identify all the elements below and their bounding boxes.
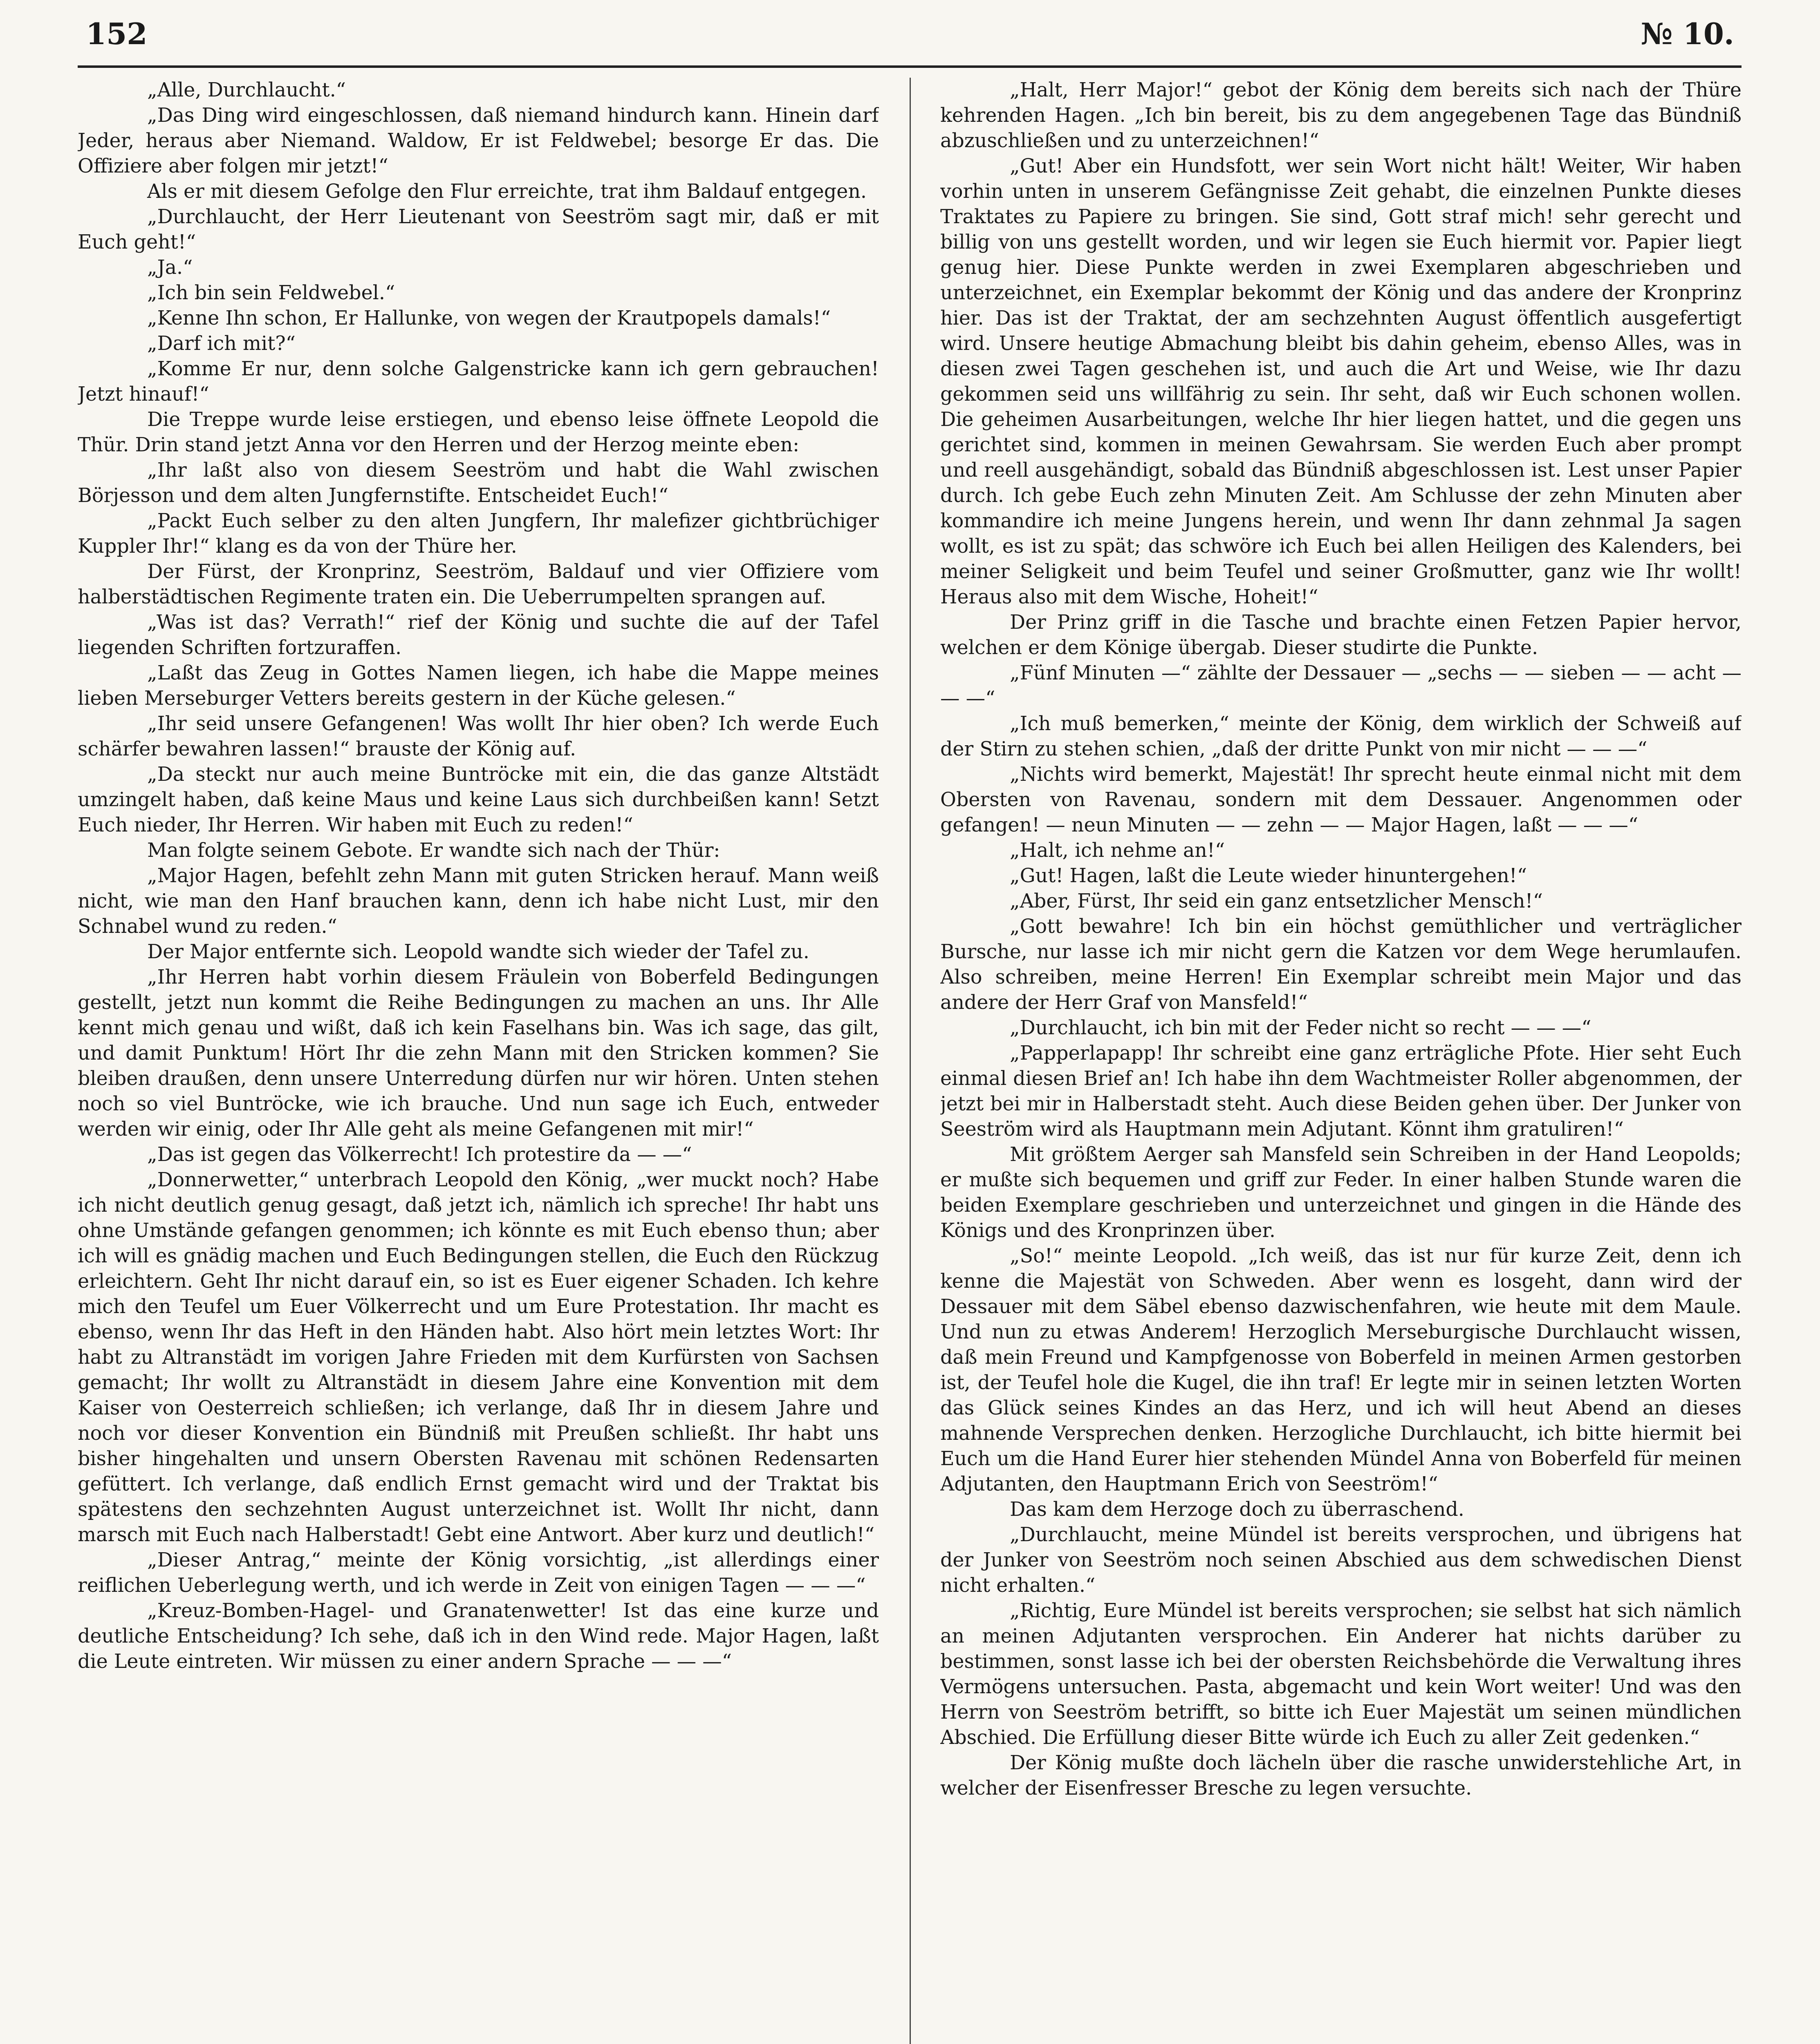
paragraph: „Da steckt nur auch meine Buntröcke mit ein, die das ganze Altstädt umzingelt haben, daß keine Maus und keine Laus sich durchbeißen kann! Setzt Euch nieder, Ihr Herren. Wir haben mit Euch zu reden!“: [78, 763, 879, 836]
paragraph: Mit größtem Aerger sah Mansfeld sein Schreiben in der Hand Leopolds; er mußte sich bequemen und griff zur Feder. In einer halben Stunde waren die beiden Exemplare geschrieben und unterzeichnet und gingen in die Hände des Königs und des Kronprinzen über.: [940, 1143, 1742, 1242]
paragraph: „Halt, ich nehme an!“: [1010, 839, 1225, 862]
paragraph: „Das Ding wird eingeschlossen, daß niemand hindurch kann. Hinein darf Jeder, heraus aber Niemand. Waldow, Er ist Feldwebel; besorge Er das. Die Offiziere aber folgen mir jetzt!“: [78, 104, 879, 177]
paragraph: „Papperlapapp! Ihr schreibt eine ganz erträgliche Pfote. Hier seht Euch einmal diesen Brief an! Ich habe ihn dem Wachtmeister Roller abgenommen, der jetzt bei mir in Halberstadt steht. Auch diese Beiden gehen über. Der Junker von Seeström wird als Hauptmann mein Adjutant. Könnt ihm gratuliren!“: [940, 1042, 1742, 1141]
paragraph: „Ich bin sein Feldwebel.“: [147, 282, 395, 304]
paragraph: „Was ist das? Verrath!“ rief der König und suchte die auf der Tafel liegenden Schriften fortzuraffen.: [78, 611, 879, 659]
paragraph: „Major Hagen, befehlt zehn Mann mit guten Stricken herauf. Mann weiß nicht, wie man den Hanf brauchen kann, denn ich habe nicht Lust, mir den Schnabel wund zu reden.“: [78, 865, 879, 938]
paragraph: „Komme Er nur, denn solche Galgenstricke kann ich gern gebrauchen! Jetzt hinauf!“: [78, 358, 879, 406]
paragraph: „Dieser Antrag,“ meinte der König vorsichtig, „ist allerdings einer reiflichen Ueberlegung werth, und ich werde in Zeit von einigen Tagen — — —“: [78, 1549, 879, 1597]
column-divider: [910, 78, 911, 2044]
paragraph: „Aber, Fürst, Ihr seid ein ganz entsetzlicher Mensch!“: [1010, 890, 1543, 912]
paragraph: „Halt, Herr Major!“ gebot der König dem bereits sich nach der Thüre kehrenden Hagen. „Ich bin bereit, bis zu dem angegebenen Tage das Bündniß abzuschließen und zu unterzeichnen!“: [940, 79, 1742, 152]
page-number: 152: [86, 16, 148, 51]
paragraph: „Ihr seid unsere Gefangenen! Was wollt Ihr hier oben? Ich werde Euch schärfer bewahren lassen!“ brauste der König auf.: [78, 713, 879, 760]
paragraph: „Das ist gegen das Völkerrecht! Ich protestire da — —“: [147, 1143, 692, 1166]
paragraph: „Ihr laßt also von diesem Seeström und habt die Wahl zwischen Börjesson und dem alten Jungfernstifte. Entscheidet Euch!“: [78, 459, 879, 507]
paragraph: Man folgte seinem Gebote. Er wandte sich nach der Thür:: [147, 839, 720, 862]
paragraph: Die Treppe wurde leise erstiegen, und ebenso leise öffnete Leopold die Thür. Drin stand jetzt Anna vor den Herren und der Herzog meinte eben:: [78, 408, 879, 456]
paragraph: „Alle, Durchlaucht.“: [147, 79, 346, 101]
paragraph: „Durchlaucht, der Herr Lieutenant von Seeström sagt mir, daß er mit Euch geht!“: [78, 206, 879, 253]
paragraph: „Laßt das Zeug in Gottes Namen liegen, ich habe die Mappe meines lieben Merseburger Vetters bereits gestern in der Küche gelesen.“: [78, 662, 879, 710]
paragraph: „Ja.“: [147, 256, 193, 279]
paragraph: „Darf ich mit?“: [147, 332, 296, 355]
paragraph: „Donnerwetter,“ unterbrach Leopold den König, „wer muckt noch? Habe ich nicht deutlich genug gesagt, daß jetzt ich, nämlich ich spreche! Ihr habt uns ohne Umstände gefangen genommen; ich könnte es mit Euch ebenso thun; aber ich will es gnädig machen und Euch Bedingungen stellen, die Euch den Rückzug erleichtern. Geht Ihr nicht darauf ein, so ist es Euer eigener Schaden. Ich kehre mich den Teufel um Euer Völkerrecht und um Eure Protestation. Ihr macht es ebenso, wenn Ihr das Heft in den Händen habt. Also hört mein letztes Wort: Ihr habt zu Altranstädt im vorigen Jahre Frieden mit dem Kurfürsten von Sachsen gemacht; Ihr wollt zu Altranstädt in diesem Jahre eine Konvention mit dem Kaiser von Oesterreich schließen; ich verlange, daß Ihr in diesem Jahre und noch vor dieser Konvention ein Bündniß mit Preußen schließt. Ihr habt uns bisher hingehalten und unsern Obersten Ravenau mit schönen Redensarten gefüttert. Ich verlange, daß endlich Ernst gemacht wird und der Traktat bis spätestens den sechzehnten August unterzeichnet ist. Wollt Ihr nicht, dann marsch mit Euch nach Halberstadt! Gebt eine Antwort. Aber kurz und deutlich!“: [78, 1169, 879, 1546]
paragraph: Der Prinz griff in die Tasche und brachte einen Fetzen Papier hervor, welchen er dem Könige übergab. Dieser studirte die Punkte.: [940, 611, 1742, 659]
right-column: [940, 78, 1742, 2044]
paragraph: „Richtig, Eure Mündel ist bereits versprochen; sie selbst hat sich nämlich an meinen Adjutanten versprochen. Ein Anderer hat nichts darüber zu bestimmen, sonst lasse ich bei der obersten Reichsbehörde die Verwaltung ihres Vermögens untersuchen. Pasta, abgemacht und kein Wort weiter! Und was den Herrn von Seeström betrifft, so bitte ich Euer Majestät um seinen mündlichen Abschied. Die Erfüllung dieser Bitte würde ich Euch zu aller Zeit gedenken.“: [940, 1600, 1742, 1749]
issue-number: № 10.: [1641, 16, 1734, 51]
left-column: [78, 78, 879, 2044]
paragraph: „So!“ meinte Leopold. „Ich weiß, das ist nur für kurze Zeit, denn ich kenne die Majestät von Schweden. Aber wenn es losgeht, dann wird der Dessauer mit dem Säbel ebenso dazwischenfahren, wie heute mit dem Maule. Und nun zu etwas Anderem! Herzoglich Merseburgische Durchlaucht wissen, daß mein Freund und Kampfgenosse von Boberfeld in meinen Armen gestorben ist, der Teufel hole die Kugel, die ihn traf! Er legte mir in seinen letzten Worten das Glück seines Kindes an das Herz, und ich will heut Abend an dieses mahnende Versprechen denken. Herzogliche Durchlaucht, ich bitte hiermit bei Euch um die Hand Eurer hier stehenden Mündel Anna von Boberfeld für meinen Adjutanten, den Hauptmann Erich von Seeström!“: [940, 1245, 1742, 1495]
paragraph: „Fünf Minuten —“ zählte der Dessauer — „sechs — — sieben — — acht — — —“: [940, 662, 1742, 710]
paragraph: „Ich muß bemerken,“ meinte der König, dem wirklich der Schweiß auf der Stirn zu stehen schien, „daß der dritte Punkt von mir nicht — — —“: [940, 713, 1742, 760]
paragraph: „Kreuz-Bomben-Hagel- und Granatenwetter! Ist das eine kurze und deutliche Entscheidung? Ich sehe, daß ich in den Wind rede. Major Hagen, laßt die Leute eintreten. Wir müssen zu einer andern Sprache — — —“: [78, 1600, 879, 1673]
paragraph: Der Fürst, der Kronprinz, Seeström, Baldauf und vier Offiziere vom halberstädtischen Regimente traten ein. Die Ueberrumpelten sprangen auf.: [78, 560, 879, 608]
paragraph: „Durchlaucht, meine Mündel ist bereits versprochen, und übrigens hat der Junker von Seeström noch seinen Abschied aus dem schwedischen Dienst nicht erhalten.“: [940, 1524, 1742, 1597]
paragraph: „Gut! Hagen, laßt die Leute wieder hinuntergehen!“: [1010, 865, 1527, 887]
paragraph: Das kam dem Herzoge doch zu überraschend.: [1010, 1498, 1464, 1521]
paragraph: Der Major entfernte sich. Leopold wandte sich wieder der Tafel zu.: [147, 941, 809, 963]
paragraph: „Gut! Aber ein Hundsfott, wer sein Wort nicht hält! Weiter, Wir haben vorhin unten in unserem Gefängnisse Zeit gehabt, die einzelnen Punkte dieses Traktates zu Papiere zu bringen. Sie sind, Gott straf mich! sehr gerecht und billig von uns gestellt worden, und wir legen sie Euch hiermit vor. Papier liegt genug hier. Diese Punkte werden in zwei Exemplaren abgeschrieben und unterzeichnet, ein Exemplar bekommt der König und das andere der Kronprinz hier. Das ist der Traktat, der am sechzehnten August öffentlich ausgefertigt wird. Unsere heutige Abmachung bleibt bis dahin geheim, ebenso Alles, was in diesen zwei Tagen geschehen ist, und auch die Art und Weise, wie Ihr dazu gekommen seid uns willfährig zu sein. Ihr seht, daß wir Euch schonen wollen. Die geheimen Ausarbeitungen, welche Ihr hier liegen hattet, und die gegen uns gerichtet sind, kommen in meinen Gewahrsam. Sie werden Euch aber prompt und reell ausgehändigt, sobald das Bündniß abgeschlossen ist. Lest unser Papier durch. Ich gebe Euch zehn Minuten Zeit. Am Schlusse der zehn Minuten aber kommandire ich meine Jungens herein, und wenn Ihr dann zehnmal Ja sagen wollt, es ist zu spät; das schwöre ich Euch bei allen Heiligen des Kalenders, bei meiner Seligkeit und beim Teufel und seiner Großmutter, ganz wie Ihr wollt! Heraus also mit dem Wische, Hoheit!“: [940, 155, 1742, 608]
paragraph: „Ihr Herren habt vorhin diesem Fräulein von Boberfeld Bedingungen gestellt, jetzt nun kommt die Reihe Bedingungen zu machen an uns. Ihr Alle kennt mich genau und wißt, daß ich kein Faselhans bin. Was ich sage, das gilt, und damit Punktum! Hört Ihr die zehn Mann mit den Stricken kommen? Sie bleiben draußen, denn unsere Unterredung dürfen nur wir hören. Unten stehen noch so viel Buntröcke, wie ich brauche. Und nun sage ich Euch, entweder werden wir einig, oder Ihr Alle geht als meine Gefangenen mit mir!“: [78, 966, 879, 1141]
paragraph: „Kenne Ihn schon, Er Hallunke, von wegen der Krautpopels damals!“: [147, 307, 831, 329]
paragraph: „Gott bewahre! Ich bin ein höchst gemüthlicher und verträglicher Bursche, nur lasse ich mir nicht gern die Katzen vor dem Wege herumlaufen. Also schreiben, meine Herren! Ein Exemplar schreibt mein Major und das andere der Herr Graf von Mansfeld!“: [940, 915, 1742, 1014]
paragraph: Der König mußte doch lächeln über die rasche unwiderstehliche Art, in welcher der Eisenfresser Bresche zu legen versuchte.: [940, 1752, 1742, 1800]
paragraph: „Packt Euch selber zu den alten Jungfern, Ihr malefizer gichtbrüchiger Kuppler Ihr!“ klang es da von der Thüre her.: [78, 510, 879, 558]
header-rule: [78, 65, 1742, 68]
paragraph: „Nichts wird bemerkt, Majestät! Ihr sprecht heute einmal nicht mit dem Obersten von Ravenau, sondern mit dem Dessauer. Angenommen oder gefangen! — neun Minuten — — zehn — — Major Hagen, laßt — — —“: [940, 763, 1742, 836]
paragraph: „Durchlaucht, ich bin mit der Feder nicht so recht — — —“: [1010, 1017, 1591, 1039]
paragraph: Als er mit diesem Gefolge den Flur erreichte, trat ihm Baldauf entgegen.: [147, 180, 867, 203]
